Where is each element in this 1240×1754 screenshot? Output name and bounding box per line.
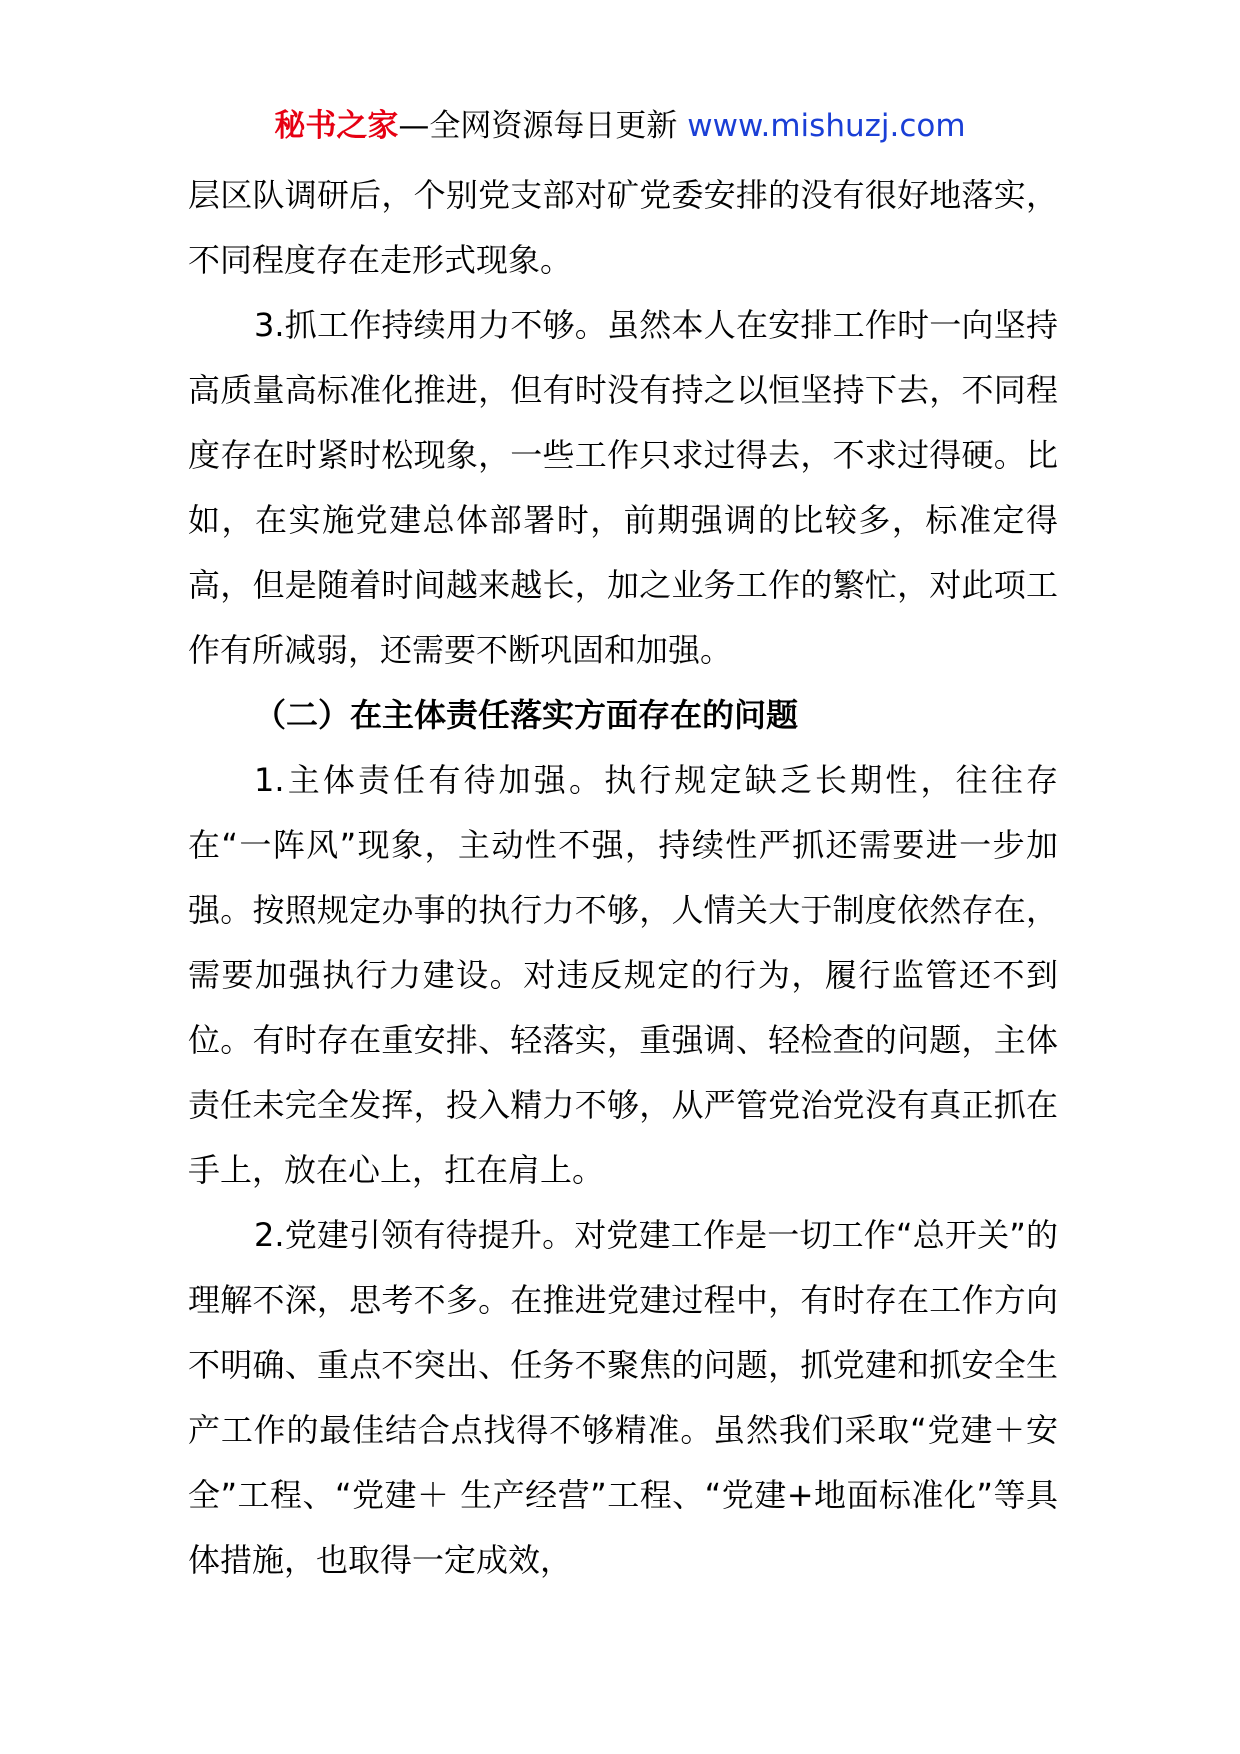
paragraph-item-1: 1.主体责任有待加强。执行规定缺乏长期性，往往存在“一阵风”现象，主动性不强，持续性严抓还需要进一步加强。按照规定办事的执行力不够，人情关大于制度依然存在，需要加强执行力建设。对违反规定的行为，履行监管还不到位。有时存在重安排、轻落实，重强调、轻检查的问题，主体责任未完全发挥，投入精力不够，从严管党治党没有真正抓在手上，放在心上，扛在肩上。 bbox=[188, 761, 1058, 1189]
document-body bbox=[188, 163, 1058, 1593]
site-url-link[interactable]: www.mishuzj.com bbox=[687, 108, 966, 144]
site-header bbox=[0, 104, 1240, 148]
paragraph-item-3: 3.抓工作持续用力不够。虽然本人在安排工作时一向坚持高质量高标准化推进，但有时没有持之以恒坚持下去，不同程度存在时紧时松现象，一些工作只求过得去，不求过得硬。比如，在实施党建总体部署时，前期强调的比较多，标准定得高，但是随着时间越来越长，加之业务工作的繁忙，对此项工作有所减弱，还需要不断巩固和加强。 bbox=[188, 306, 1058, 669]
brand-name: 秘书之家 bbox=[274, 108, 399, 144]
paragraph-item-2: 2.党建引领有待提升。对党建工作是一切工作“总开关”的理解不深，思考不多。在推进党建过程中，有时存在工作方向不明确、重点不突出、任务不聚焦的问题，抓党建和抓安全生产工作的最佳结合点找得不够精准。虽然我们采取“党建＋安全”工程、“党建＋ 生产经营”工程、“党建+地面标准化”等具体措施，也取得一定成效， bbox=[188, 1216, 1058, 1579]
section-heading: （二）在主体责任落实方面存在的问题 bbox=[254, 696, 799, 734]
paragraph-continuation: 层区队调研后，个别党支部对矿党委安排的没有很好地落实，不同程度存在走形式现象。 bbox=[188, 176, 1058, 279]
header-tagline: —全网资源每日更新 bbox=[398, 108, 678, 144]
